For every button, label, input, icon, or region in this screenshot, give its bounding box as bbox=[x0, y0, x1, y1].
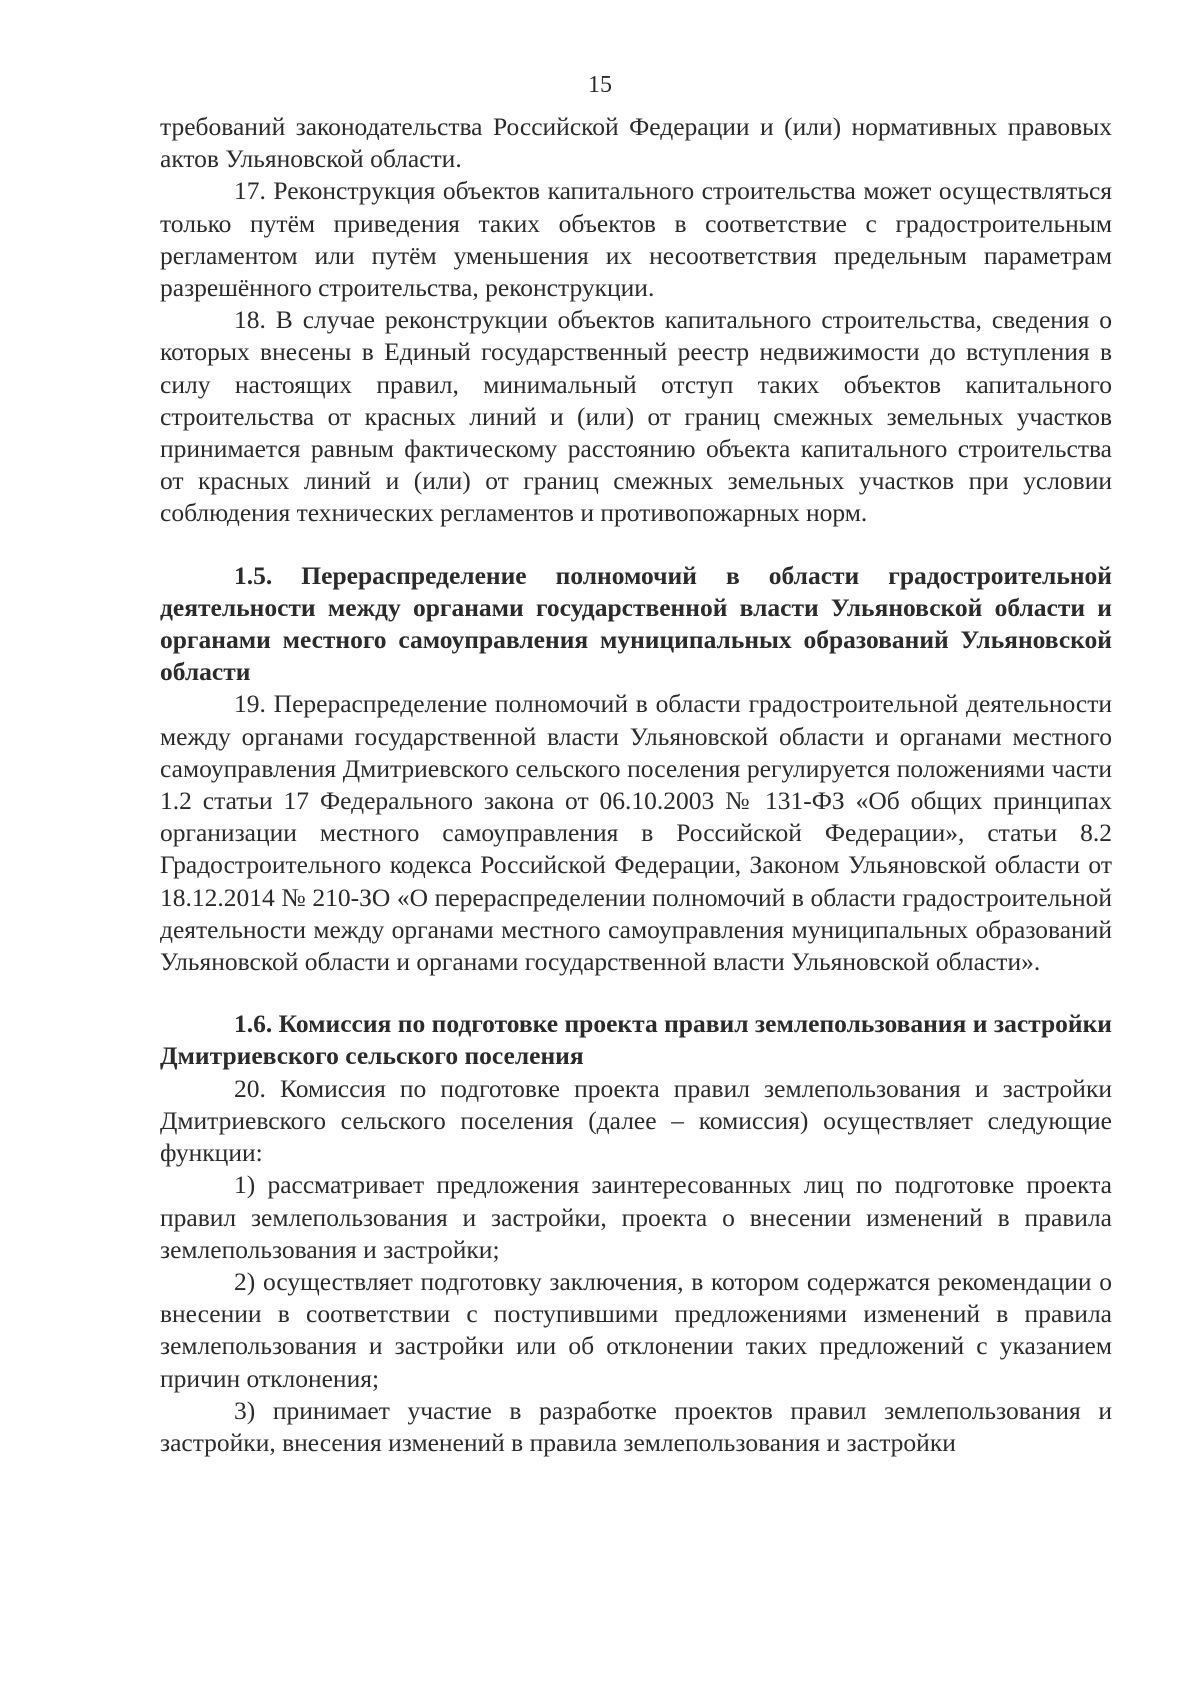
section-spacer bbox=[160, 530, 1112, 560]
list-item-2: 2) осуществляет подготовку заключения, в котором содержатся рекомендации о внесении в соответствии с поступившими предложениями изменений в правила землепользования и застройки или об отклонении таких предложений с указанием причин отклонения; bbox=[160, 1266, 1112, 1393]
paragraph-19: 19. Перераспределение полномочий в области градостроительной деятельности между органами государственной власти Ульяновской области и органами местного самоуправления Дмитриевского сельского поселения регулируется положениями части 1.2 статьи 17 Федерального закона от 06.10.2003 № 131-ФЗ «Об общих принципах организации местного самоуправления в Российской Федерации», статьи 8.2 Градостроительного кодекса Российской Федерации, Законом Ульяновской области от 18.12.2014 № 210-ЗО «О перераспределении полномочий в области градостроительной деятельности между органами местного самоуправления муниципальных образований Ульяновской области и органами государственной власти Ульяновской области». bbox=[160, 689, 1112, 977]
page-number: 15 bbox=[588, 72, 612, 98]
section-heading-1-6: 1.6. Комиссия по подготовке проекта правил землепользования и застройки Дмитриевского сельского поселения bbox=[160, 1009, 1112, 1071]
paragraph-20: 20. Комиссия по подготовке проекта правил землепользования и застройки Дмитриевского сельского поселения (далее – комиссия) осуществляет следующие функции: bbox=[160, 1073, 1112, 1168]
section-heading-1-5: 1.5. Перераспределение полномочий в области градостроительной деятельности между органами государственной власти Ульяновской области и органами местного самоуправления муниципальных образований Ульяновской области bbox=[160, 560, 1112, 687]
list-item-3: 3) принимает участие в разработке проектов правил землепользования и застройки, внесения изменений в правила землепользования и застройки bbox=[160, 1395, 1112, 1457]
list-item-1: 1) рассматривает предложения заинтересованных лиц по подготовке проекта правил землепользования и застройки, проекта о внесении изменений в правила землепользования и застройки; bbox=[160, 1170, 1112, 1264]
document-body bbox=[160, 111, 1112, 1459]
paragraph-continuation: требований законодательства Российской Федерации и (или) нормативных правовых актов Ульяновской области. bbox=[160, 112, 1112, 174]
section-spacer bbox=[160, 978, 1112, 1008]
paragraph-17: 17. Реконструкция объектов капитального строительства может осуществляться только путём приведения таких объектов в соответствие с градостроительным регламентом или путём уменьшения их несоответствия предельным параметрам разрешённого строительства, реконструкции. bbox=[160, 176, 1112, 303]
paragraph-18: 18. В случае реконструкции объектов капитального строительства, сведения о которых внесены в Единый государственный реестр недвижимости до вступления в силу настоящих правил, минимальный отступ таких объектов капитального строительства от красных линий и (или) от границ смежных земельных участков принимается равным фактическому расстоянию объекта капитального строительства от красных линий и (или) от границ смежных земельных участков при условии соблюдения технических регламентов и противопожарных норм. bbox=[160, 305, 1112, 528]
